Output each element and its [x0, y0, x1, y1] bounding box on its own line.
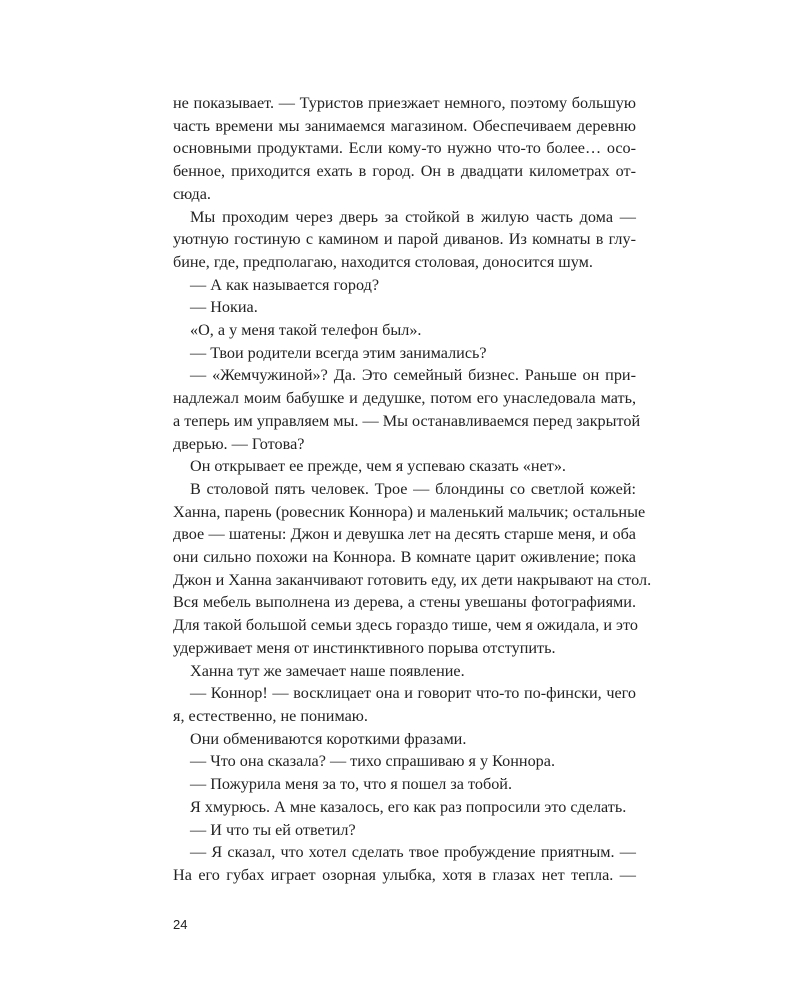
text-line: — А как называется город?	[190, 275, 380, 294]
text-line: Для такой большой семьи здесь гораздо тише, чем я ожидала, и это	[173, 616, 638, 635]
text-line: бенное, приходится ехать в город. Он в двадцати километрах от-	[173, 162, 636, 181]
text-line: удерживает меня от инстинктивного порыва отступить.	[173, 638, 556, 657]
text-line: — Я сказал, что хотел сделать твое пробуждение приятным. —	[190, 843, 636, 862]
page-number: 24	[173, 917, 188, 932]
text-line: На его губах играет озорная улыбка, хотя в глазах нет тепла. —	[173, 865, 636, 884]
text-line: В столовой пять человек. Трое — блондины со светлой кожей:	[190, 479, 636, 498]
text-line: «О, а у меня такой телефон был».	[190, 321, 422, 340]
text-line: — «Жемчужиной»? Да. Это семейный бизнес. Раньше он при-	[190, 366, 636, 385]
text-line: бине, где, предполагаю, находится столовая, доносится шум.	[173, 252, 593, 271]
text-line: Я хмурюсь. А мне казалось, его как раз попросили это сделать.	[190, 797, 627, 816]
text-line: дверью. — Готова?	[173, 434, 305, 453]
text-line: Ханна тут же замечает наше появление.	[190, 661, 465, 680]
text-line: не показывает. — Туристов приезжает немного, поэтому большую	[173, 94, 636, 112]
text-line: а теперь им управляем мы. — Мы останавливаемся перед закрытой	[173, 411, 641, 430]
text-line: — И что ты ей ответил?	[190, 820, 356, 839]
text-line: надлежал моим бабушке и дедушке, потом его унаследовала мать,	[173, 389, 636, 408]
text-line: Вся мебель выполнена из дерева, а стены увешаны фотографиями.	[173, 593, 636, 612]
text-line: основными продуктами. Если кому-то нужно что-то более… осо-	[173, 139, 636, 158]
text-line: Ханна, парень (ровесник Коннора) и маленький мальчик; остальные	[173, 502, 646, 521]
text-line: часть времени мы занимаемся магазином. Обеспечиваем деревню	[173, 116, 636, 135]
text-line: Джон и Ханна заканчивают готовить еду, их дети накрывают на стол.	[173, 570, 652, 589]
text-line: уютную гостиную с камином и парой диванов. Из комнаты в глу-	[173, 230, 636, 249]
text-line: — Твои родители всегда этим занимались?	[190, 343, 487, 362]
text-line: я, естественно, не понимаю.	[173, 706, 368, 725]
text-line: двое — шатены: Джон и девушка лет на десять старше меня, и оба	[173, 525, 636, 544]
text-line: — Что она сказала? — тихо спрашиваю я у Коннора.	[190, 752, 556, 771]
text-line: сюда.	[173, 184, 211, 203]
text-line: Он открывает ее прежде, чем я успеваю сказать «нет».	[190, 457, 566, 476]
text-line: Мы проходим через дверь за стойкой в жилую часть дома —	[190, 207, 636, 226]
text-line: — Нокиа.	[190, 298, 258, 317]
text-line: Они обмениваются короткими фразами.	[190, 729, 467, 748]
text-line: — Коннор! — восклицает она и говорит что-то по-фински, чего	[190, 684, 636, 703]
text-line: они сильно похожи на Коннора. В комнате царит оживление; пока	[173, 548, 636, 567]
text-line: — Пожурила меня за то, что я пошел за тобой.	[190, 775, 513, 794]
body-text	[173, 92, 652, 887]
